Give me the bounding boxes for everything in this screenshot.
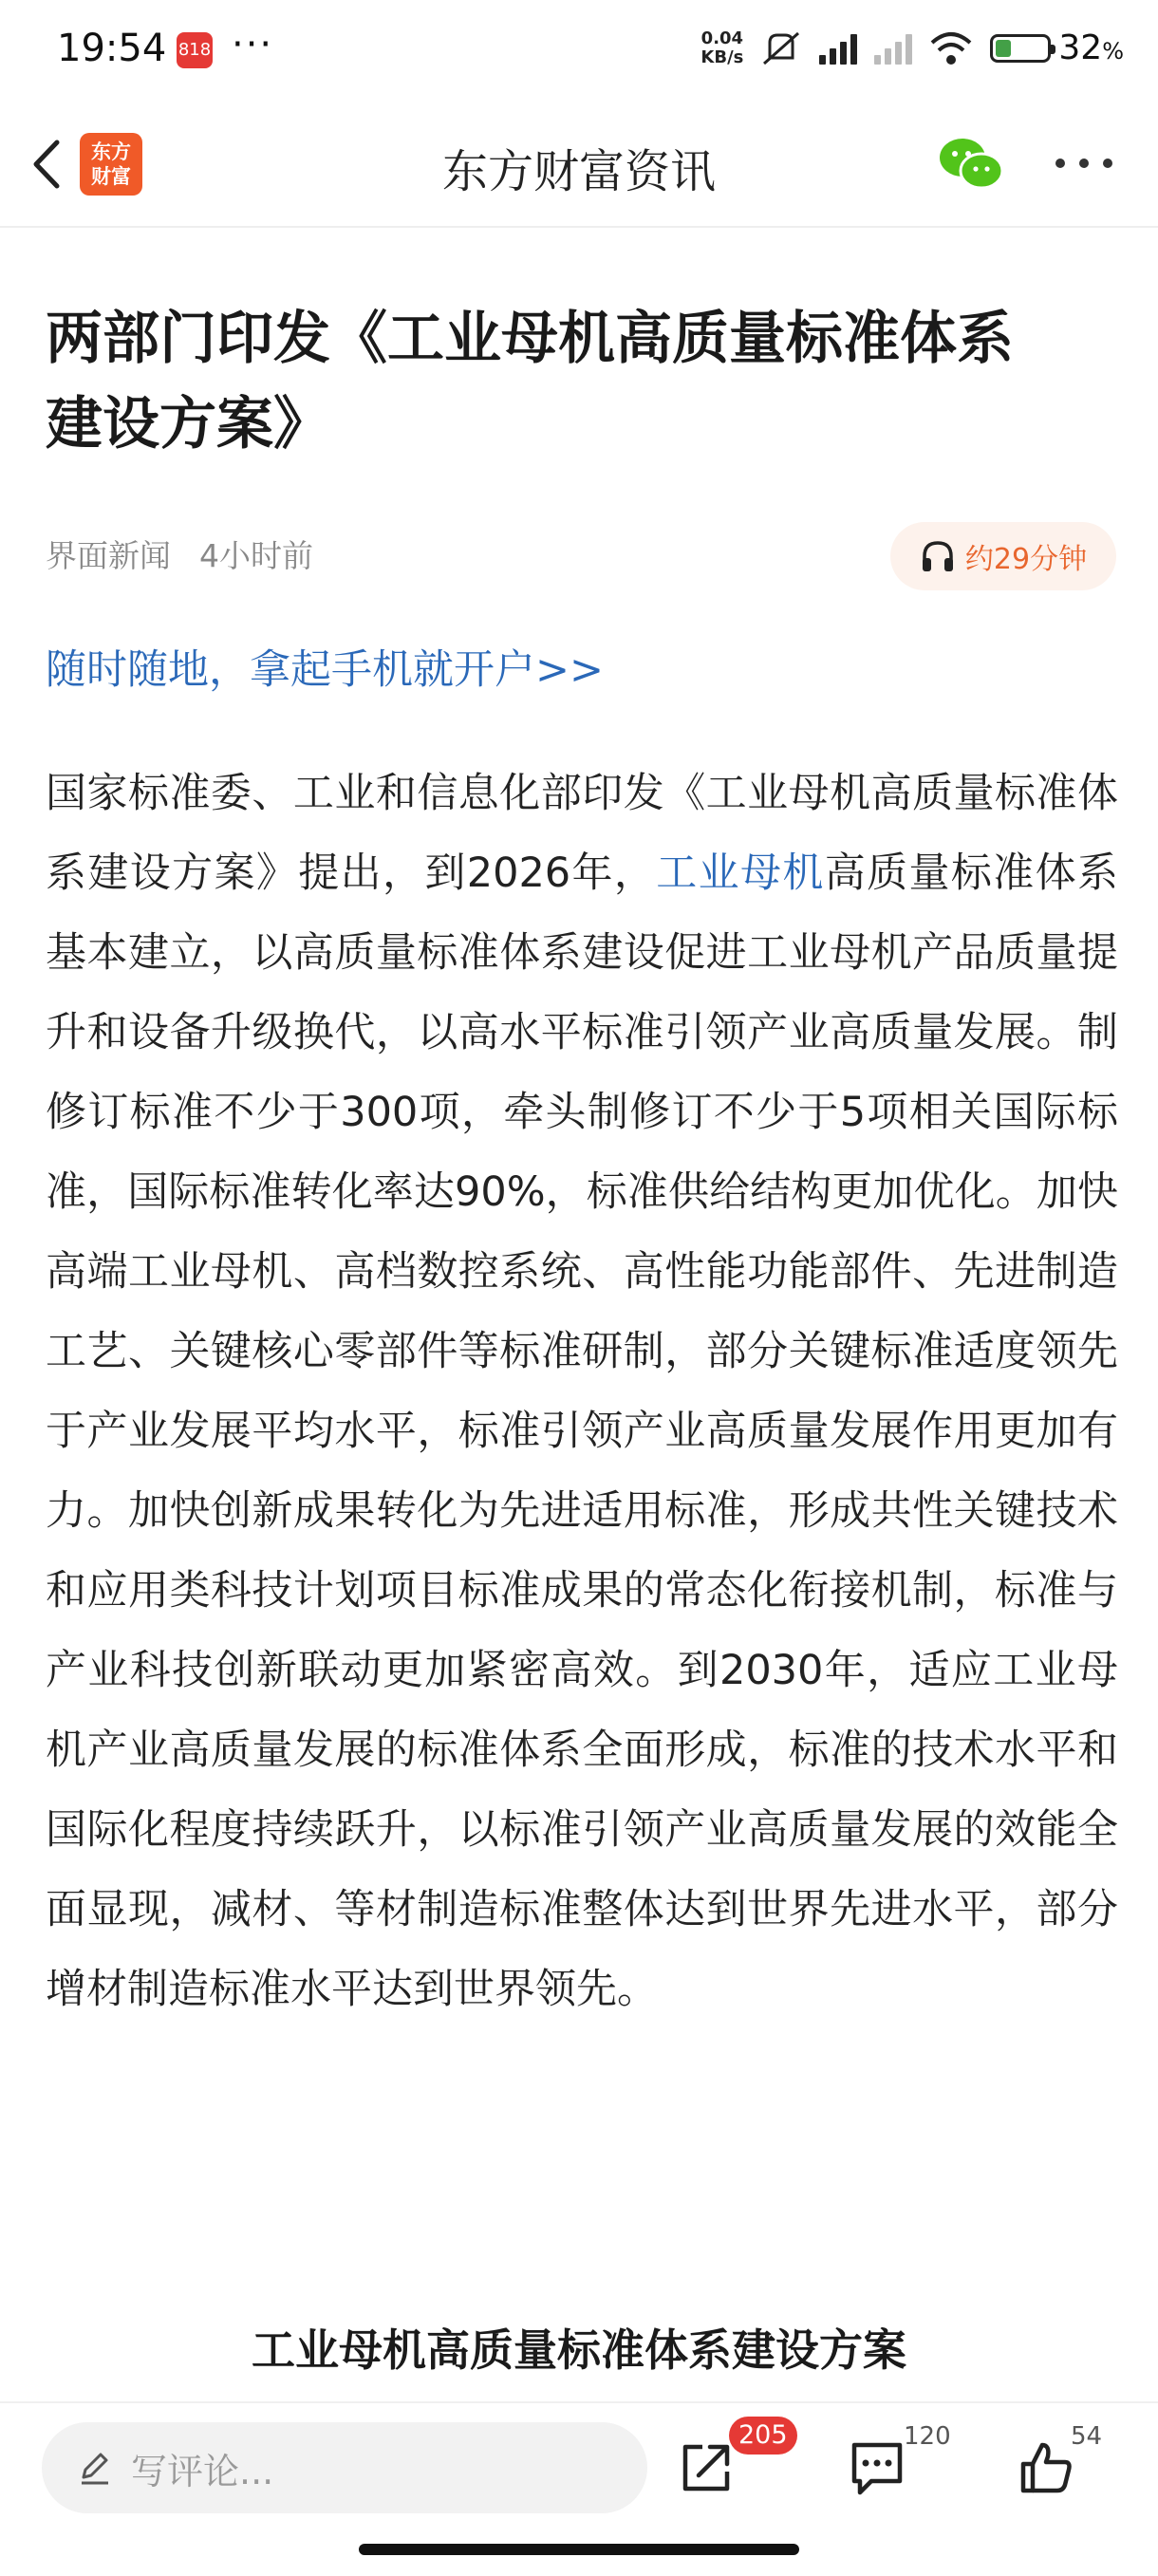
listen-duration: 约29分钟	[964, 543, 1088, 576]
logo-text-line2: 财富	[91, 165, 131, 188]
app-notification-icon: 818	[177, 32, 213, 68]
dot-icon	[1103, 159, 1112, 168]
article-meta	[46, 532, 313, 576]
section-heading: 工业母机高质量标准体系建设方案	[252, 2324, 906, 2376]
page-title: 东方财富资讯	[441, 145, 716, 198]
signal-strength-icon	[819, 32, 857, 65]
status-bar	[0, 0, 1158, 104]
headphones-icon	[920, 539, 956, 573]
home-indicator[interactable]	[359, 2544, 799, 2555]
dot-icon	[1055, 159, 1065, 168]
article-title	[46, 296, 1118, 467]
wechat-share-button[interactable]	[936, 131, 1006, 197]
like-count: 54	[1071, 2422, 1103, 2451]
wifi-icon	[929, 31, 973, 65]
dot-icon	[1079, 159, 1089, 168]
body-text-part1: 国家标准委、工业和信息化部印发《工业母机高质量标准体系建设方案》提出，到2026年，	[46, 770, 1118, 897]
listen-audio-button[interactable]	[890, 522, 1116, 590]
network-speed	[700, 29, 743, 67]
status-more-icon: ···	[232, 23, 274, 66]
network-speed-value: 0.04	[700, 28, 744, 48]
article-time: 4小时前	[199, 537, 313, 574]
network-speed-unit: KB/s	[700, 47, 744, 67]
more-options-button[interactable]	[1055, 154, 1112, 173]
battery-icon	[990, 34, 1051, 63]
body-text-part2: 高质量标准体系基本建立，以高质量标准体系建设促进工业母机产品质量提升和设备升级换代，以高水平标准引领产业高质量发展。制修订标准不少于300项，牵头制修订不少于5项相关国际标准，国际标准转化率达90%，标准供给结构更加优化。加快高端工业母机、高档数控系统、高性能功能部件、先进制造工艺、关键核心零部件等标准研制，部分关键标准适度领先于产业发展平均水平，标准引领产业高质量发展作用更加有力。加快创新成果转化为先进适用标准，形成共性关键技术和应用类科技计划项目标准成果的常态化衔接机制，标准与产业科技创新联动更加紧密高效。到2030年，适应工业母机产业高质量发展的标准体系全面形成，标准的技术水平和国际化程度持续跃升，以标准引领产业高质量发展的效能全面显现，减材、等材制造标准整体达到世界先进水平，部分增材制造标准水平达到世界领先。	[46, 849, 1119, 2013]
mute-vibrate-icon	[760, 29, 802, 67]
battery-indicator	[990, 28, 1124, 67]
share-button[interactable]	[676, 2437, 737, 2498]
comments-button[interactable]	[847, 2437, 907, 2498]
logo-text-line1: 东方	[91, 140, 131, 163]
nav-bar	[0, 104, 1158, 228]
article-body	[46, 754, 1118, 2029]
status-time: 19:54	[57, 27, 167, 70]
comment-input[interactable]	[42, 2422, 647, 2513]
stock-topic-link[interactable]: 工业母机	[656, 849, 825, 897]
pencil-icon	[76, 2449, 114, 2487]
like-button[interactable]	[1016, 2437, 1076, 2498]
share-icon	[676, 2437, 737, 2498]
share-count-badge: 205	[729, 2417, 797, 2455]
article-source[interactable]: 界面新闻	[46, 537, 171, 574]
comment-placeholder: 写评论...	[131, 2450, 274, 2492]
battery-percent: 32%	[1058, 28, 1124, 67]
thumbs-up-icon	[1016, 2437, 1076, 2498]
account-open-link[interactable]: 随时随地，拿起手机就开户>>	[46, 646, 605, 694]
wechat-icon	[936, 131, 1006, 197]
article-title-line1: 两部门印发《工业母机高质量标准体系	[46, 306, 1014, 372]
article-title-line2: 建设方案》	[46, 391, 330, 457]
signal-strength-2-icon	[874, 32, 912, 65]
comment-bubble-icon	[847, 2437, 907, 2498]
status-indicators	[700, 28, 1124, 67]
comment-count: 120	[904, 2422, 951, 2451]
